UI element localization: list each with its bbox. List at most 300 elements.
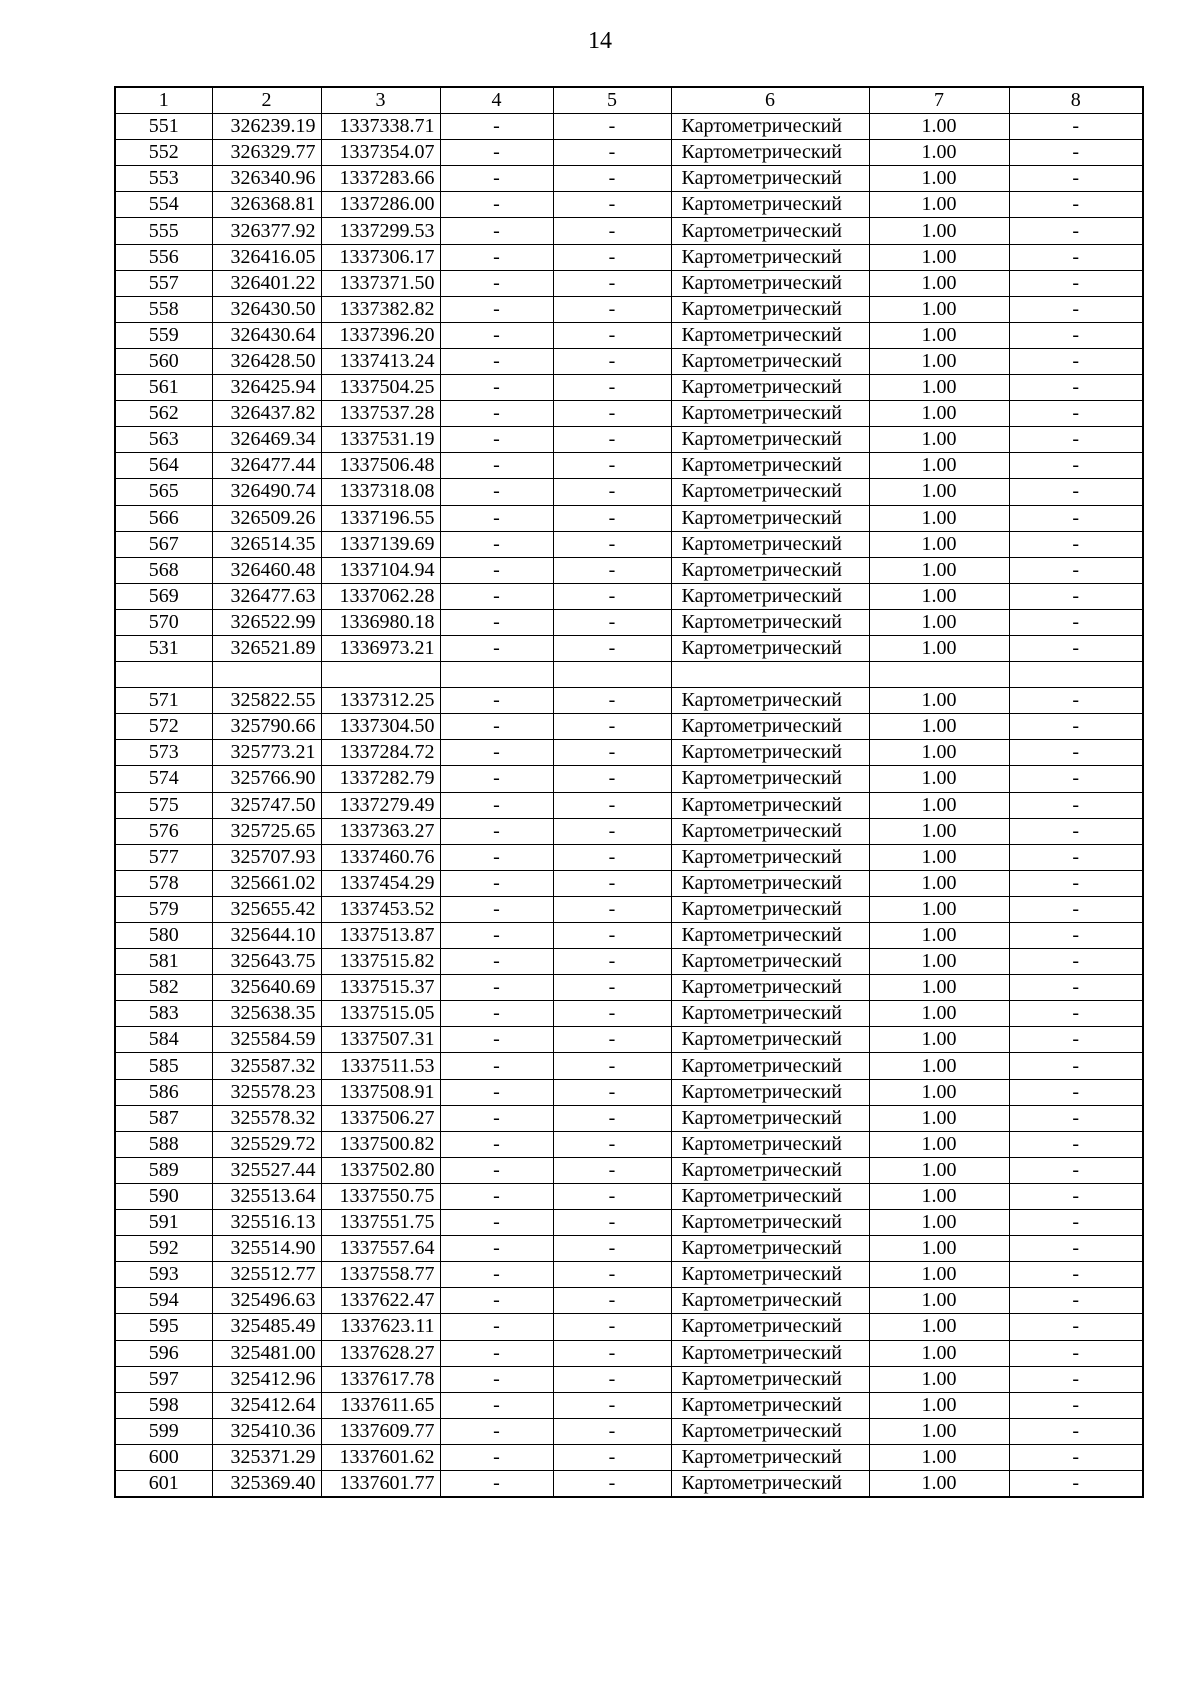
cell-determination-method: Картометрический [671, 975, 869, 1001]
cell-accuracy: 1.00 [869, 427, 1009, 453]
cell-col-4: - [440, 505, 553, 531]
cell-col-4: - [440, 427, 553, 453]
cell-y-coordinate: 1337507.31 [321, 1027, 440, 1053]
cell-y-coordinate: 1337454.29 [321, 870, 440, 896]
cell-y-coordinate: 1337279.49 [321, 792, 440, 818]
table-row [115, 296, 1143, 322]
cell-accuracy: 1.00 [869, 740, 1009, 766]
cell-y-coordinate: 1337306.17 [321, 244, 440, 270]
cell-x-coordinate: 325790.66 [212, 714, 321, 740]
cell-point-number: 564 [115, 453, 212, 479]
table-row [115, 375, 1143, 401]
cell-accuracy: 1.00 [869, 1470, 1009, 1497]
cell-col-4: - [440, 792, 553, 818]
cell-accuracy: 1.00 [869, 1314, 1009, 1340]
cell-determination-method: Картометрический [671, 1288, 869, 1314]
cell-x-coordinate: 326460.48 [212, 557, 321, 583]
cell-y-coordinate: 1337513.87 [321, 923, 440, 949]
cell-col-5: - [553, 1236, 671, 1262]
cell-point-number: 572 [115, 714, 212, 740]
cell-col-4: - [440, 348, 553, 374]
cell-col-5: - [553, 427, 671, 453]
cell-determination-method: Картометрический [671, 218, 869, 244]
cell-col-8: - [1009, 453, 1143, 479]
cell-determination-method: Картометрический [671, 1157, 869, 1183]
cell-x-coordinate: 326430.50 [212, 296, 321, 322]
cell-col-5: - [553, 1079, 671, 1105]
cell-determination-method: Картометрический [671, 531, 869, 557]
cell-col-5: - [553, 609, 671, 635]
cell-point-number: 589 [115, 1157, 212, 1183]
cell-y-coordinate: 1337609.77 [321, 1418, 440, 1444]
cell-col-8: - [1009, 1001, 1143, 1027]
cell-point-number: 595 [115, 1314, 212, 1340]
cell-y-coordinate: 1337557.64 [321, 1236, 440, 1262]
table-row [115, 166, 1143, 192]
cell-accuracy: 1.00 [869, 844, 1009, 870]
cell-y-coordinate: 1337286.00 [321, 192, 440, 218]
cell-col-8: - [1009, 1392, 1143, 1418]
cell-x-coordinate: 325412.96 [212, 1366, 321, 1392]
cell-point-number: 568 [115, 557, 212, 583]
cell-determination-method: Картометрический [671, 766, 869, 792]
cell-col-5: - [553, 923, 671, 949]
cell-col-4: - [440, 1001, 553, 1027]
cell-determination-method: Картометрический [671, 688, 869, 714]
table-row [115, 609, 1143, 635]
cell-col-4: - [440, 270, 553, 296]
cell-y-coordinate: 1337196.55 [321, 505, 440, 531]
cell-point-number: 575 [115, 792, 212, 818]
cell-col-5: - [553, 1210, 671, 1236]
cell-y-coordinate: 1337611.65 [321, 1392, 440, 1418]
cell-x-coordinate: 325661.02 [212, 870, 321, 896]
table-row [115, 322, 1143, 348]
table-row [115, 1470, 1143, 1497]
cell-point-number: 590 [115, 1183, 212, 1209]
cell-y-coordinate: 1337515.37 [321, 975, 440, 1001]
cell-y-coordinate: 1337104.94 [321, 557, 440, 583]
cell-col-8: - [1009, 1210, 1143, 1236]
table-row [115, 1444, 1143, 1470]
cell-determination-method: Картометрический [671, 166, 869, 192]
cell-col-8: - [1009, 740, 1143, 766]
cell-y-coordinate: 1337506.27 [321, 1105, 440, 1131]
cell-y-coordinate: 1337283.66 [321, 166, 440, 192]
page-number: 14 [588, 28, 612, 54]
cell-col-5: - [553, 114, 671, 140]
cell-y-coordinate: 1337537.28 [321, 401, 440, 427]
cell-y-coordinate: 1337382.82 [321, 296, 440, 322]
cell-accuracy: 1.00 [869, 635, 1009, 661]
cell-determination-method: Картометрический [671, 1131, 869, 1157]
table-row [115, 453, 1143, 479]
cell-col-8: - [1009, 427, 1143, 453]
cell-determination-method: Картометрический [671, 322, 869, 348]
cell-point-number: 557 [115, 270, 212, 296]
cell-col-8: - [1009, 531, 1143, 557]
cell-y-coordinate: 1336973.21 [321, 635, 440, 661]
cell-col-8: - [1009, 557, 1143, 583]
cell-col-5: - [553, 1053, 671, 1079]
cell-determination-method: Картометрический [671, 1418, 869, 1444]
table-row [115, 1131, 1143, 1157]
cell-determination-method: Картометрический [671, 1079, 869, 1105]
cell-col-5: - [553, 479, 671, 505]
cell-col-5: - [553, 348, 671, 374]
cell-y-coordinate: 1337312.25 [321, 688, 440, 714]
cell-col-5: - [553, 1027, 671, 1053]
cell-point-number: 585 [115, 1053, 212, 1079]
cell-x-coordinate: 325578.32 [212, 1105, 321, 1131]
cell-accuracy: 1.00 [869, 479, 1009, 505]
table-row [115, 688, 1143, 714]
cell-col-4: - [440, 1366, 553, 1392]
cell-accuracy: 1.00 [869, 348, 1009, 374]
cell-y-coordinate: 1337515.82 [321, 949, 440, 975]
cell-x-coordinate: 325822.55 [212, 688, 321, 714]
cell-point-number: 581 [115, 949, 212, 975]
cell-x-coordinate: 325766.90 [212, 766, 321, 792]
cell-col-5: - [553, 140, 671, 166]
table-row [115, 635, 1143, 661]
cell-x-coordinate: 325644.10 [212, 923, 321, 949]
cell-col-5: - [553, 1392, 671, 1418]
cell-x-coordinate: 326514.35 [212, 531, 321, 557]
cell-determination-method: Картометрический [671, 401, 869, 427]
cell-y-coordinate: 1337500.82 [321, 1131, 440, 1157]
cell-point-number: 553 [115, 166, 212, 192]
cell-col-5: - [553, 1157, 671, 1183]
header-row [115, 87, 1143, 114]
cell-y-coordinate: 1337282.79 [321, 766, 440, 792]
cell-x-coordinate: 326469.34 [212, 427, 321, 453]
cell-accuracy: 1.00 [869, 322, 1009, 348]
cell-x-coordinate: 325527.44 [212, 1157, 321, 1183]
cell-accuracy: 1.00 [869, 244, 1009, 270]
cell-col-4: - [440, 609, 553, 635]
table-row [115, 1340, 1143, 1366]
cell-point-number: 592 [115, 1236, 212, 1262]
cell-x-coordinate: 325485.49 [212, 1314, 321, 1340]
cell-determination-method: Картометрический [671, 427, 869, 453]
cell-point-number: 565 [115, 479, 212, 505]
table-row [115, 1210, 1143, 1236]
cell-col-4: - [440, 140, 553, 166]
cell-col-4: - [440, 1288, 553, 1314]
cell-point-number: 571 [115, 688, 212, 714]
cell-x-coordinate: 326477.44 [212, 453, 321, 479]
cell-y-coordinate: 1337550.75 [321, 1183, 440, 1209]
cell-x-coordinate: 325640.69 [212, 975, 321, 1001]
table-row [115, 557, 1143, 583]
cell-col-5: - [553, 1418, 671, 1444]
cell-col-8: - [1009, 166, 1143, 192]
cell-y-coordinate: 1337601.62 [321, 1444, 440, 1470]
cell-col-4: - [440, 870, 553, 896]
cell-col-8: - [1009, 401, 1143, 427]
cell-determination-method: Картометрический [671, 1262, 869, 1288]
cell-y-coordinate: 1337363.27 [321, 818, 440, 844]
cell-col-5: - [553, 1262, 671, 1288]
table-row [115, 1183, 1143, 1209]
cell-col-8: - [1009, 1314, 1143, 1340]
table-row [115, 401, 1143, 427]
cell-col-8: - [1009, 1053, 1143, 1079]
cell-accuracy: 1.00 [869, 192, 1009, 218]
cell-determination-method: Картометрический [671, 923, 869, 949]
cell-point-number: 576 [115, 818, 212, 844]
cell-col-5: - [553, 270, 671, 296]
column-header-5: 5 [553, 87, 671, 114]
cell-col-8: - [1009, 1366, 1143, 1392]
cell-col-5: - [553, 896, 671, 922]
cell-col-5: - [553, 244, 671, 270]
cell-col-5: - [553, 740, 671, 766]
cell-col-5: - [553, 792, 671, 818]
cell-y-coordinate: 1337628.27 [321, 1340, 440, 1366]
cell-col-5: - [553, 688, 671, 714]
cell-determination-method: Картометрический [671, 479, 869, 505]
cell-x-coordinate: 325747.50 [212, 792, 321, 818]
cell-y-coordinate: 1337413.24 [321, 348, 440, 374]
cell-x-coordinate: 326368.81 [212, 192, 321, 218]
cell-col-8: - [1009, 375, 1143, 401]
cell-col-8: - [1009, 870, 1143, 896]
cell-col-4: - [440, 1131, 553, 1157]
cell-col-8: - [1009, 1027, 1143, 1053]
coordinates-table [114, 86, 1144, 1498]
cell-y-coordinate: 1337515.05 [321, 1001, 440, 1027]
cell-col-8: - [1009, 244, 1143, 270]
table-row [115, 270, 1143, 296]
cell-accuracy: 1.00 [869, 270, 1009, 296]
cell-y-coordinate: 1337453.52 [321, 896, 440, 922]
cell-determination-method: Картометрический [671, 140, 869, 166]
cell-accuracy: 1.00 [869, 1027, 1009, 1053]
cell-y-coordinate: 1337396.20 [321, 322, 440, 348]
cell-col-4: - [440, 1314, 553, 1340]
cell-x-coordinate: 326340.96 [212, 166, 321, 192]
cell-point-number: 559 [115, 322, 212, 348]
cell-col-4: - [440, 1210, 553, 1236]
cell-x-coordinate: 326509.26 [212, 505, 321, 531]
cell-col-5: - [553, 870, 671, 896]
cell-determination-method: Картометрический [671, 818, 869, 844]
cell-col-5: - [553, 1340, 671, 1366]
cell-col-4: - [440, 244, 553, 270]
cell-y-coordinate: 1337558.77 [321, 1262, 440, 1288]
cell-point-number: 573 [115, 740, 212, 766]
cell-col-8: - [1009, 479, 1143, 505]
cell-determination-method: Картометрический [671, 296, 869, 322]
cell-col-4: - [440, 531, 553, 557]
cell-accuracy: 1.00 [869, 923, 1009, 949]
cell-point-number: 578 [115, 870, 212, 896]
cell-determination-method: Картометрический [671, 1340, 869, 1366]
cell-col-8: - [1009, 583, 1143, 609]
table-row [115, 1105, 1143, 1131]
cell-y-coordinate: 1337531.19 [321, 427, 440, 453]
cell-col-5: - [553, 453, 671, 479]
table-row [115, 244, 1143, 270]
cell-accuracy: 1.00 [869, 1157, 1009, 1183]
cell-col-5: - [553, 1288, 671, 1314]
cell-x-coordinate: 325412.64 [212, 1392, 321, 1418]
cell-col-5: - [553, 583, 671, 609]
cell-accuracy: 1.00 [869, 114, 1009, 140]
cell-col-8: - [1009, 1079, 1143, 1105]
cell-point-number: 586 [115, 1079, 212, 1105]
cell-x-coordinate: 325371.29 [212, 1444, 321, 1470]
cell-col-5: - [553, 166, 671, 192]
cell-col-4: - [440, 375, 553, 401]
cell-accuracy: 1.00 [869, 1053, 1009, 1079]
cell-accuracy: 1.00 [869, 1288, 1009, 1314]
cell-y-coordinate: 1337460.76 [321, 844, 440, 870]
cell-accuracy: 1.00 [869, 1236, 1009, 1262]
cell-col-5: - [553, 192, 671, 218]
cell-accuracy: 1.00 [869, 557, 1009, 583]
cell-accuracy: 1.00 [869, 1001, 1009, 1027]
cell-x-coordinate: 326416.05 [212, 244, 321, 270]
cell-determination-method: Картометрический [671, 583, 869, 609]
cell-col-5: - [553, 401, 671, 427]
cell-col-8: - [1009, 635, 1143, 661]
cell-determination-method: Картометрический [671, 844, 869, 870]
cell-x-coordinate: 326522.99 [212, 609, 321, 635]
cell-accuracy: 1.00 [869, 896, 1009, 922]
cell-x-coordinate: 326477.63 [212, 583, 321, 609]
cell-col-5: - [553, 1444, 671, 1470]
cell-x-coordinate: 325578.23 [212, 1079, 321, 1105]
cell-determination-method: Картометрический [671, 1001, 869, 1027]
cell-col-5: - [553, 1131, 671, 1157]
cell-col-5: - [553, 1314, 671, 1340]
table-row [115, 870, 1143, 896]
cell-y-coordinate: 1337511.53 [321, 1053, 440, 1079]
cell-x-coordinate: 326377.92 [212, 218, 321, 244]
cell-accuracy: 1.00 [869, 792, 1009, 818]
cell-accuracy: 1.00 [869, 218, 1009, 244]
table-row [115, 1027, 1143, 1053]
cell-col-4: - [440, 1418, 553, 1444]
cell-x-coordinate: 326521.89 [212, 635, 321, 661]
table-row [115, 740, 1143, 766]
cell-x-coordinate: 325512.77 [212, 1262, 321, 1288]
cell-point-number: 591 [115, 1210, 212, 1236]
cell-determination-method: Картометрический [671, 949, 869, 975]
cell-point-number: 570 [115, 609, 212, 635]
cell-col-8: - [1009, 218, 1143, 244]
cell-col-8: - [1009, 1288, 1143, 1314]
cell-x-coordinate: 326239.19 [212, 114, 321, 140]
table-row [115, 583, 1143, 609]
table-row [115, 114, 1143, 140]
cell-x-coordinate: 326428.50 [212, 348, 321, 374]
cell-col-5: - [553, 1001, 671, 1027]
cell-col-4: - [440, 114, 553, 140]
cell-col-4: - [440, 479, 553, 505]
table-row [115, 1079, 1143, 1105]
cell-point-number: 561 [115, 375, 212, 401]
table-row [115, 1262, 1143, 1288]
cell-accuracy: 1.00 [869, 766, 1009, 792]
cell-y-coordinate: 1337506.48 [321, 453, 440, 479]
table-row [115, 714, 1143, 740]
cell-determination-method: Картометрический [671, 348, 869, 374]
cell-accuracy: 1.00 [869, 1340, 1009, 1366]
cell-col-5: - [553, 818, 671, 844]
table-row [115, 348, 1143, 374]
cell-point-number: 599 [115, 1418, 212, 1444]
cell-col-8: - [1009, 192, 1143, 218]
cell-x-coordinate: 325638.35 [212, 1001, 321, 1027]
cell-accuracy: 1.00 [869, 1444, 1009, 1470]
cell-x-coordinate: 325587.32 [212, 1053, 321, 1079]
table-row [115, 1314, 1143, 1340]
cell-determination-method: Картометрический [671, 375, 869, 401]
cell-point-number: 577 [115, 844, 212, 870]
cell-y-coordinate: 1337304.50 [321, 714, 440, 740]
cell-col-5: - [553, 1105, 671, 1131]
cell-y-coordinate: 1336980.18 [321, 609, 440, 635]
cell-point-number: 596 [115, 1340, 212, 1366]
cell-determination-method: Картометрический [671, 192, 869, 218]
cell-col-4: - [440, 1053, 553, 1079]
table-row [115, 1366, 1143, 1392]
table-row [115, 1418, 1143, 1444]
cell-col-8: - [1009, 818, 1143, 844]
cell-determination-method: Картометрический [671, 1183, 869, 1209]
cell-col-8: - [1009, 896, 1143, 922]
table-row [115, 505, 1143, 531]
cell-determination-method: Картометрический [671, 505, 869, 531]
cell-accuracy: 1.00 [869, 401, 1009, 427]
cell-col-8: - [1009, 714, 1143, 740]
cell-y-coordinate: 1337371.50 [321, 270, 440, 296]
cell-accuracy: 1.00 [869, 296, 1009, 322]
cell-col-4: - [440, 896, 553, 922]
cell-col-8: - [1009, 1340, 1143, 1366]
cell-point-number: 566 [115, 505, 212, 531]
cell-x-coordinate: 326437.82 [212, 401, 321, 427]
cell-x-coordinate: 325707.93 [212, 844, 321, 870]
table-row [115, 896, 1143, 922]
cell-y-coordinate: 1337318.08 [321, 479, 440, 505]
cell-col-4: - [440, 1027, 553, 1053]
cell-accuracy: 1.00 [869, 870, 1009, 896]
cell-point-number: 531 [115, 635, 212, 661]
cell-col-8: - [1009, 1183, 1143, 1209]
cell-col-4: - [440, 1183, 553, 1209]
cell-y-coordinate: 1337338.71 [321, 114, 440, 140]
cell-x-coordinate: 325516.13 [212, 1210, 321, 1236]
cell-y-coordinate: 1337284.72 [321, 740, 440, 766]
cell-y-coordinate: 1337623.11 [321, 1314, 440, 1340]
cell-col-8: - [1009, 1418, 1143, 1444]
cell-accuracy: 1.00 [869, 1183, 1009, 1209]
cell-point-number: 601 [115, 1470, 212, 1497]
cell-point-number: 580 [115, 923, 212, 949]
cell-accuracy: 1.00 [869, 1392, 1009, 1418]
table-row [115, 1392, 1143, 1418]
table-row [115, 1053, 1143, 1079]
cell-col-8 [1009, 662, 1143, 688]
cell-point-number: 583 [115, 1001, 212, 1027]
cell-x-coordinate: 326490.74 [212, 479, 321, 505]
cell-col-8: - [1009, 348, 1143, 374]
